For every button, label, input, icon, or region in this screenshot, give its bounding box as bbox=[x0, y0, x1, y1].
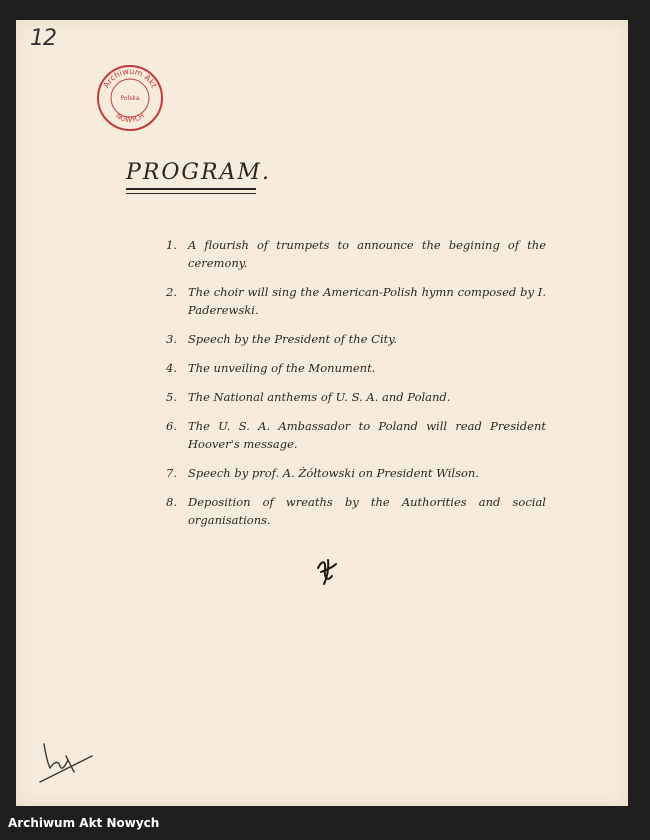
item-text: Deposition of wreaths by the Authorities and social organisations. bbox=[188, 495, 546, 527]
program-item bbox=[166, 388, 546, 406]
stamp-bottom-text: NOWYCH bbox=[114, 111, 146, 125]
program-item bbox=[166, 464, 546, 482]
item-text: The U. S. A. Ambassador to Poland will read President Hoover's message. bbox=[188, 419, 546, 451]
page-title: PROGRAM. bbox=[126, 160, 271, 185]
svg-text:NOWYCH bbox=[114, 112, 146, 125]
stamp-top-text: Archiwum Akt bbox=[101, 66, 159, 90]
item-text: The unveiling of the Monument. bbox=[188, 361, 376, 375]
item-number: 3. bbox=[166, 332, 177, 346]
title-block bbox=[126, 160, 271, 185]
title-underline bbox=[126, 188, 256, 190]
program-item bbox=[166, 417, 546, 453]
item-number: 8. bbox=[166, 495, 177, 509]
program-item bbox=[166, 236, 546, 272]
ornament-flourish-icon bbox=[312, 556, 342, 586]
item-number: 6. bbox=[166, 419, 177, 433]
item-text: Speech by the President of the City. bbox=[188, 332, 397, 346]
program-list bbox=[166, 236, 546, 540]
item-number: 1. bbox=[166, 238, 177, 252]
handwritten-signature-icon bbox=[36, 738, 96, 786]
item-number: 2. bbox=[166, 285, 177, 299]
program-item bbox=[166, 330, 546, 348]
item-text: Speech by prof. A. Żółtowski on President Wilson. bbox=[188, 466, 479, 480]
title-underline-second bbox=[126, 193, 256, 194]
item-text: The National anthems of U. S. A. and Poland. bbox=[188, 390, 451, 404]
item-number: 4. bbox=[166, 361, 177, 375]
footer-caption: Archiwum Akt Nowych bbox=[8, 816, 160, 830]
program-item bbox=[166, 359, 546, 377]
item-number: 7. bbox=[166, 466, 177, 480]
item-text: The choir will sing the American-Polish hymn composed by I. Paderewski. bbox=[188, 285, 546, 317]
svg-text:Archiwum Akt bbox=[102, 67, 159, 90]
item-text: A flourish of trumpets to announce the begining of the ceremony. bbox=[188, 238, 546, 270]
program-item bbox=[166, 283, 546, 319]
stamp-center-text: Polska bbox=[120, 95, 140, 102]
item-number: 5. bbox=[166, 390, 177, 404]
document-page bbox=[16, 20, 628, 806]
program-item bbox=[166, 493, 546, 529]
archive-stamp bbox=[96, 64, 164, 132]
page-number: 12 bbox=[30, 26, 56, 51]
